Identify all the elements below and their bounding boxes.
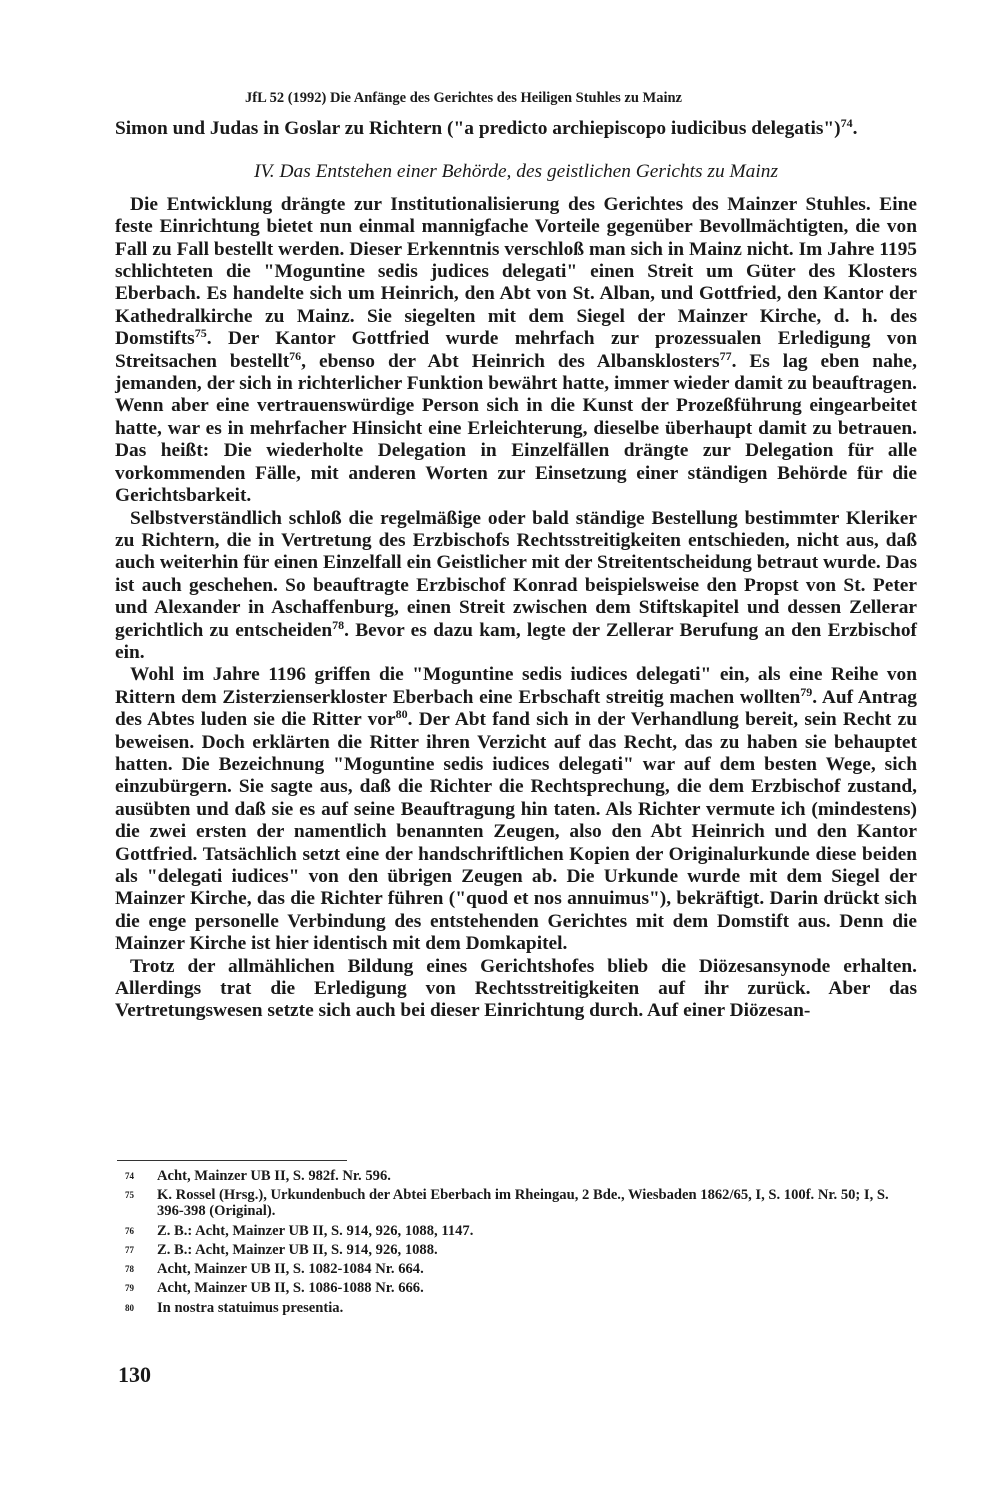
main-text [115,118,917,1023]
page-number: 130 [118,1362,151,1387]
paragraph-1-text-2: . Der Kantor Gottfried wurde mehrfach zur prozessualen Erledigung von Streitsachen bestellt [115,328,917,372]
paragraph-1-text-3: , ebenso der Abt Heinrich des Albansklosters [301,350,720,372]
footnote-item [125,1300,915,1316]
footnote-number: 80 [125,1302,134,1313]
paragraph-3-text-1: Wohl im Jahre 1196 griffen die "Moguntine sedis iudices delegati" ein, als eine Reihe von Rittern dem Zisterzienserkloster Eberbach eine Erbschaft streitig machen wollten [115,664,917,708]
footnote-item [125,1223,915,1239]
footnote-divider [117,1160,347,1161]
footnote-item [125,1280,915,1296]
paragraph-4 [115,956,917,1023]
footnote-item [125,1168,915,1184]
paragraph-3-text-2: . Auf Antrag des Abtes luden sie die Ritter vor [115,686,918,731]
footnote-text: Acht, Mainzer UB II, S. 1086-1088 Nr. 666. [157,1280,424,1297]
footnote-text: Acht, Mainzer UB II, S. 982f. Nr. 596. [157,1168,391,1184]
paragraph-3-text-3: . Der Abt fand sich in der Verhandlung bereit, sein Recht zu beweisen. Doch erklärten die Ritter ihren Verzicht auf das Recht, das zu haben sie behauptet hatten. Die Bezeichnung "Moguntine sedis iudices delegati" war auf dem besten Wege, sich einzubürgern. Sie sagte aus, daß die Richter die Rechtsprechung, die dem Erzbischof zustand, ausübten und daß sie es auf seine Beauftragung hin taten. Als Richter vermute ich (mindestens) die zwei ersten der namentlich benannten Zeugen, also den Abt Heinrich und den Kantor Gottfried. Tatsächlich setzt eine der handschriftlichen Kopien der Originalurkunde diese beiden als "delegati iudices" von den übrigen Zeugen ab. Die Urkunde wurde mit dem Siegel der Mainzer Kirche, das die Richter führen ("quod et nos annuimus"), bekräftigt. Darin drückt sich die enge personelle Verbindung des entstehenden Gerichtes mit dem Domstift aus. Denn die Mainzer Kirche ist hier identisch mit dem Domkapitel. [115,709,917,955]
running-head: JfL 52 (1992) Die Anfänge des Gerichtes des Heiligen Stuhles zu Mainz [245,90,682,106]
footnote-ref-77[interactable]: 77 [719,348,732,363]
opening-paragraph [115,118,917,140]
paragraph-1-text-1: Die Entwicklung drängte zur Institutionalisierung des Gerichtes des Mainzer Stuhles. Eine feste Einrichtung bietet nun einmal mannigfache Vorteile gegenüber Bevollmächtigten, die von Fall zu Fall bestellt werden. Dieser Erkenntnis verschloß man sich in Mainz nicht. Im Jahre 1195 schlichteten die "Moguntine sedis judices delegati" einen Streit um Güter des Klosters Eberbach. Es handelte sich um Heinrich, den Abt von St. Alban, und Gottfried, den Kantor der Kathedralkirche zu Mainz. Sie siegelten mit dem Siegel der Mainzer Kirche, d. h. des Domstifts [115,193,917,350]
footnote-ref-79[interactable]: 79 [800,684,813,699]
footnote-item [125,1261,915,1277]
opening-text: Simon und Judas in Goslar zu Richtern ("a predicto archiepiscopo iudicibus delegatis") [115,118,841,139]
footnote-item [125,1187,915,1219]
footnote-ref-76[interactable]: 76 [289,348,302,363]
footnote-text: Z. B.: Acht, Mainzer UB II, S. 914, 926, 1088, 1147. [157,1222,474,1239]
opening-text-end: . [852,118,858,139]
footnote-number: 79 [125,1283,134,1294]
footnote-text: Acht, Mainzer UB II, S. 1082-1084 Nr. 664. [157,1261,424,1278]
footnotes [125,1168,915,1316]
footnote-number: 78 [125,1264,134,1275]
footnote-text: Z. B.: Acht, Mainzer UB II, S. 914, 926, 1088. [157,1241,438,1258]
paragraph-1-text-4: . Es lag eben nahe, jemanden, der sich in richterlicher Funktion bewährt hatte, immer wieder damit zu beauftragen. Wenn aber eine vertrauenswürdige Person sich in die Kunst der Prozeßführung eingearbeitet hatte, war es in mehrfacher Hinsicht eine Erleichterung, dieselbe überhaupt damit zu betrauen. Das heißt: Die wiederholte Delegation in Einzelfällen drängte zur Delegation für alle vorkommenden Fälle, mit anderen Worten zur Einsetzung einer ständigen Behörde für die Gerichtsbarkeit. [115,350,918,507]
footnote-text: In nostra statuimus presentia. [157,1299,344,1316]
paragraph-2-text-1: Selbstverständlich schloß die regelmäßige oder bald ständige Bestellung bestimmter Kleriker zu Richtern, die in Vertretung des Erzbischofs Rechtsstreitigkeiten entschieden, nicht aus, daß auch weiterhin für einen Einzelfall ein Geistlicher mit der Streitentscheidung betraut wurde. Das ist auch geschehen. So beauftragte Erzbischof Konrad beispielsweise den Propst von St. Peter und Alexander in Aschaffenburg, einen Streit zwischen dem Stiftskapitel und dessen Zellerar gerichtlich zu entscheiden [115,507,917,641]
footnote-ref-74[interactable]: 74 [840,116,853,130]
footnote-ref-78[interactable]: 78 [332,617,345,632]
footnote-ref-80[interactable]: 80 [395,707,408,722]
paragraph-3 [115,664,917,955]
footnote-number: 77 [125,1244,134,1255]
footnote-number: 74 [125,1171,134,1181]
footnote-number: 75 [125,1190,134,1201]
paragraph-2-text-2: . Bevor es dazu kam, legte der Zellerar Berufung an den Erzbischof ein. [115,619,917,663]
footnote-item [125,1242,915,1258]
section-heading: IV. Das Entstehen einer Behörde, des geistlichen Gerichts zu Mainz [254,161,778,183]
paragraph-4-text-1: Trotz der allmählichen Bildung eines Gerichtshofes blieb die Diözesansynode erhalten. Allerdings trat die Erledigung von Rechtsstreitigkeiten auf ihr zurück. Aber das Vertretungswesen setzte sich auch bei dieser Einrichtung durch. Auf einer Diözesan- [115,955,917,1022]
paragraph-2 [115,508,917,665]
paragraph-1 [115,194,917,508]
footnote-number: 76 [125,1225,134,1236]
footnote-text: K. Rossel (Hrsg.), Urkundenbuch der Abtei Eberbach im Rheingau, 2 Bde., Wiesbaden 1862/65, I, S. 100f. Nr. 50; I, S. 396-398 (Original). [157,1187,889,1220]
footnote-ref-75[interactable]: 75 [194,326,207,341]
